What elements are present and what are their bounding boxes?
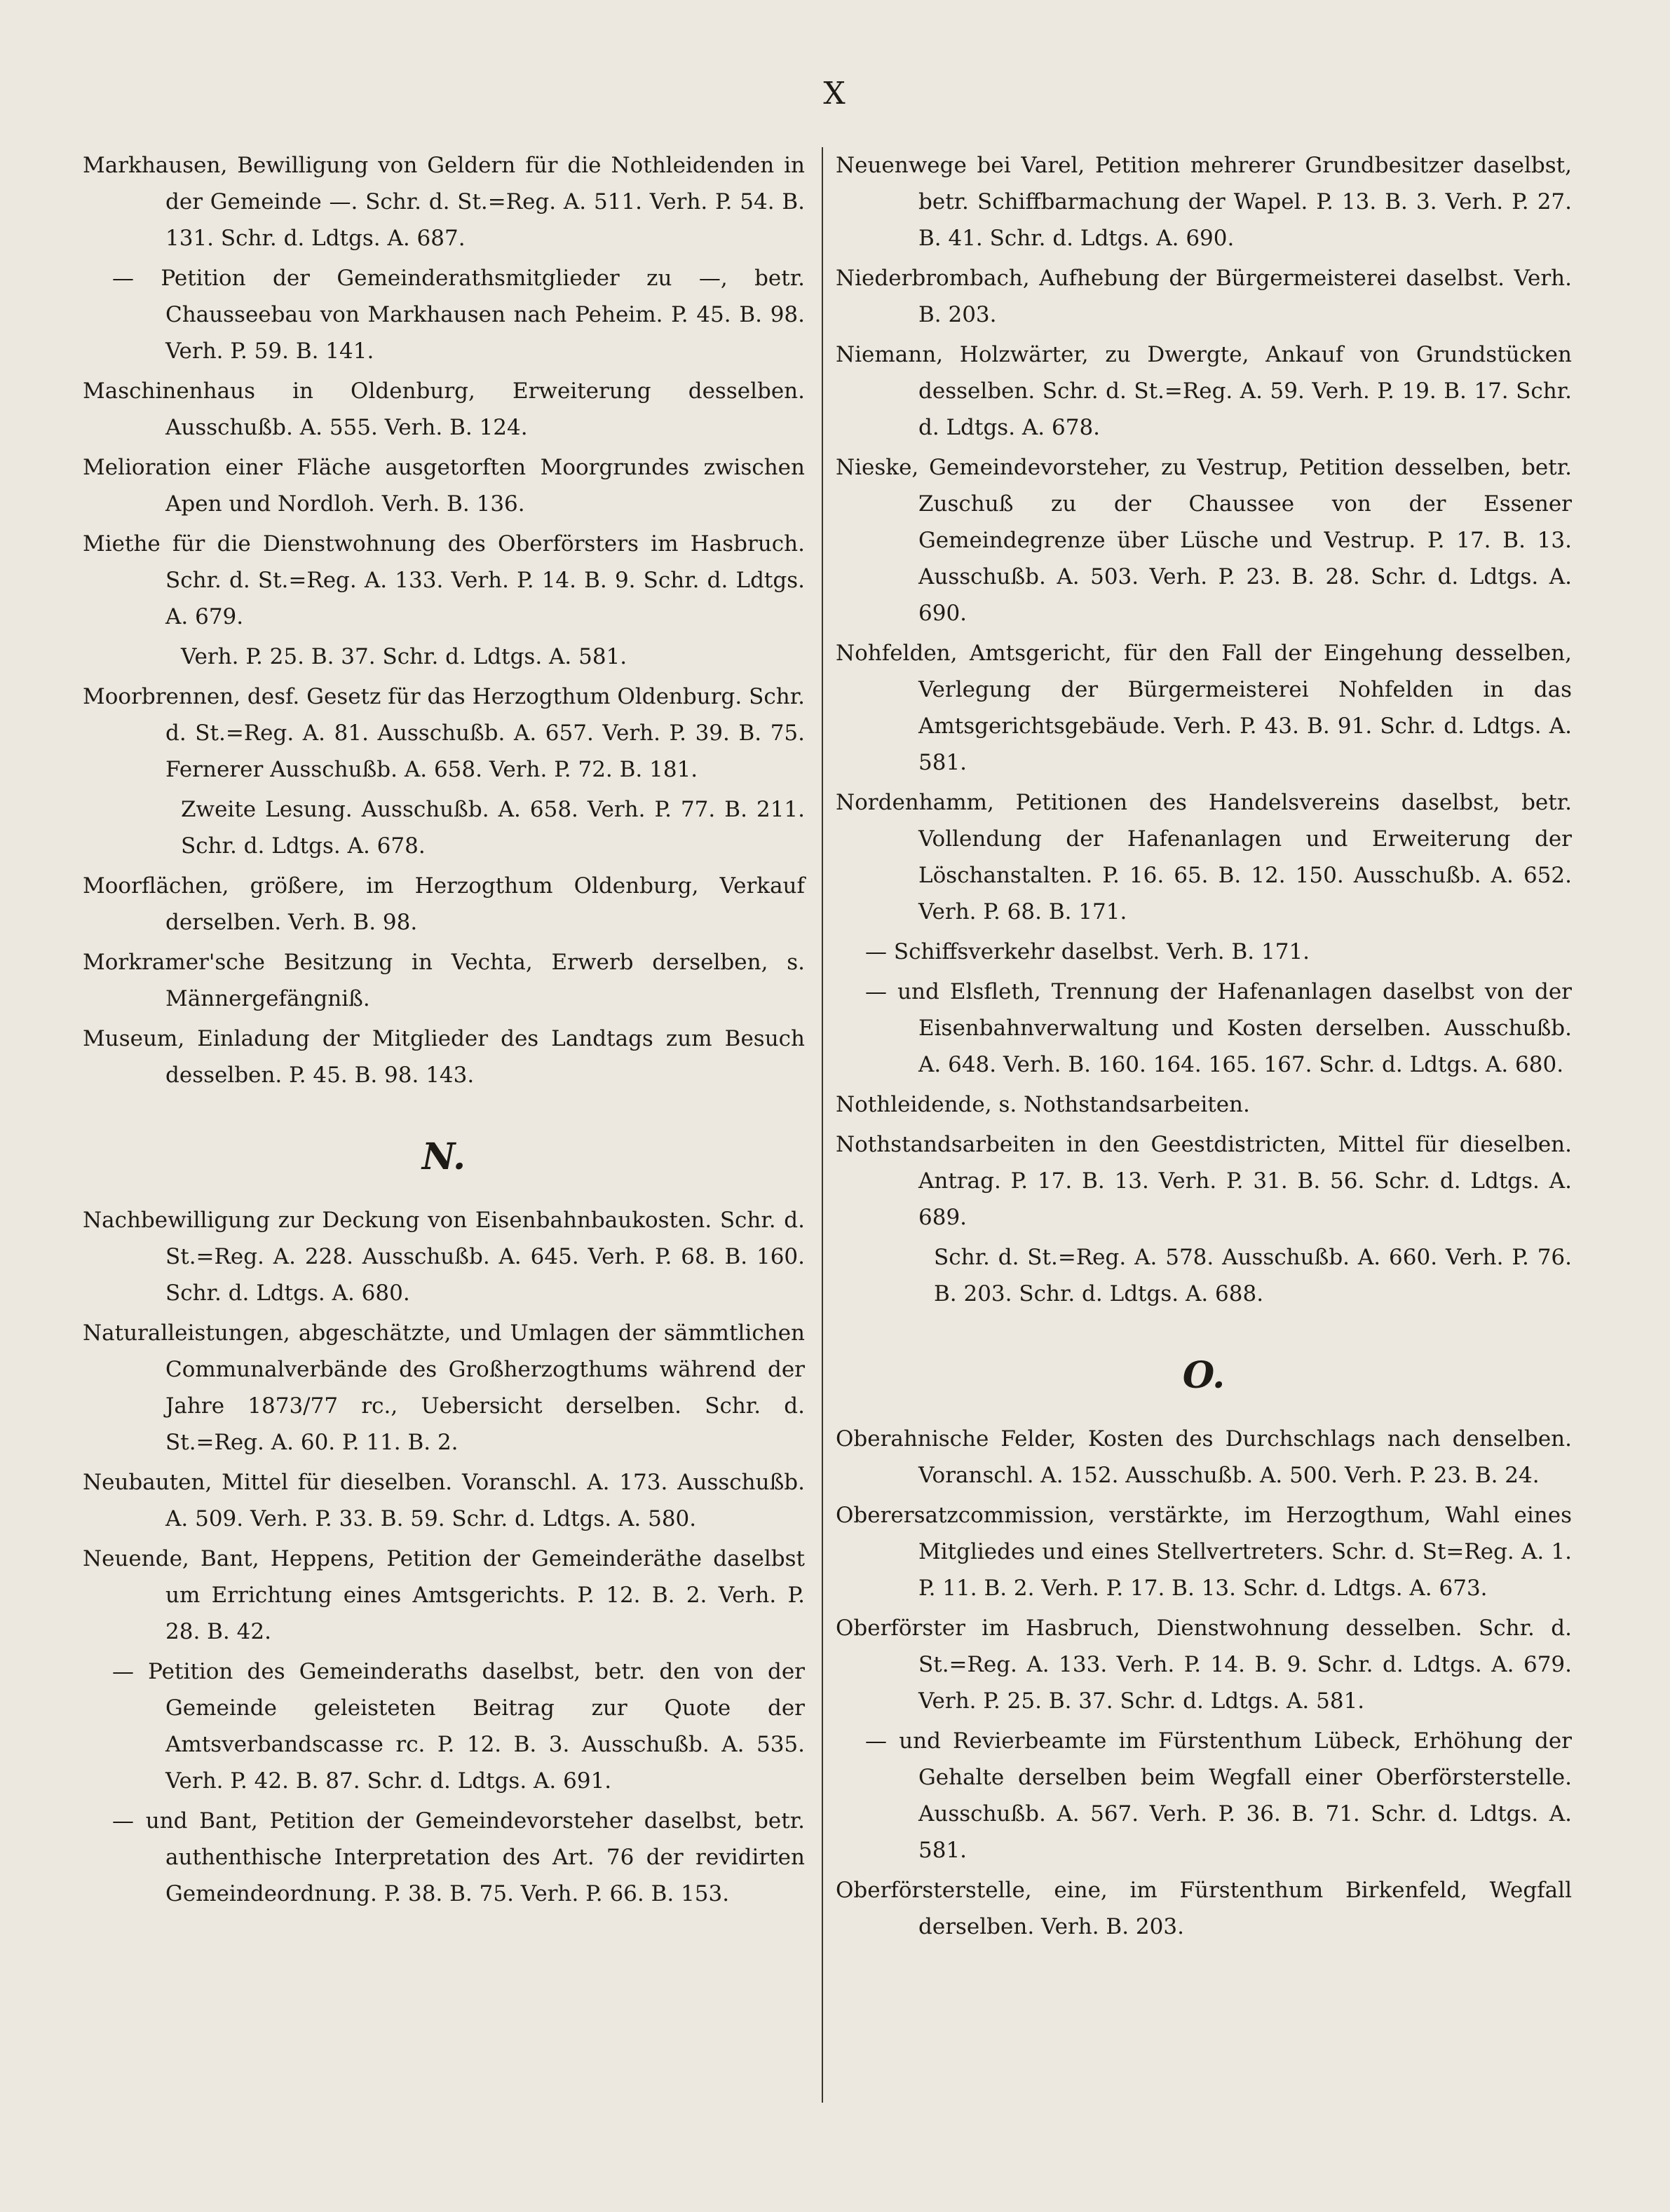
index-entry: Naturalleistungen, abgeschätzte, und Umlagen der sämmtlichen Communalverbände des Großherzogthums während der Jahre 1873/77 rc., Uebersicht derselben. Schr. d. St.=Reg. A. 60. P. 11. B. 2. xyxy=(83,1320,805,1455)
index-entry: Nachbewilligung zur Deckung von Eisenbahnbaukosten. Schr. d. St.=Reg. A. 228. Ausschußb. A. 645. Verh. P. 68. B. 160. Schr. d. Ldtgs. A. 680. xyxy=(83,1208,805,1306)
index-entry: Maschinenhaus in Oldenburg, Erweiterung desselben. Ausschußb. A. 555. Verh. B. 124. xyxy=(83,378,805,440)
column-divider xyxy=(822,147,823,2103)
index-entry: Niemann, Holzwärter, zu Dwergte, Ankauf von Grundstücken desselben. Schr. d. St.=Reg. A. 59. Verh. P. 19. B. 17. Schr. d. Ldtgs. A. 678. xyxy=(836,342,1572,440)
section-heading-o: O. xyxy=(1182,1354,1226,1397)
index-entry: Markhausen, Bewilligung von Geldern für die Nothleidenden in der Gemeinde —. Schr. d. St.=Reg. A. 511. Verh. P. 54. B. 131. Schr. d. Ldtgs. A. 687. xyxy=(83,153,805,251)
index-entry: Melioration einer Fläche ausgetorften Moorgrundes zwischen Apen und Nordloh. Verh. B. 136. xyxy=(83,455,805,517)
left-column xyxy=(83,147,805,1916)
index-entry: Oberersatzcommission, verstärkte, im Herzogthum, Wahl eines Mitgliedes und eines Stellvertreters. Schr. d. St=Reg. A. 1. P. 11. B. 2. Verh. P. 17. B. 13. Schr. d. Ldtgs. A. 673. xyxy=(836,1503,1572,1601)
index-subentry: — und Revierbeamte im Fürstenthum Lübeck, Erhöhung der Gehalte derselben beim Wegfall einer Oberförsterstelle. Ausschußb. A. 567. Verh. P. 36. B. 71. Schr. d. Ldtgs. A. 581. xyxy=(865,1728,1572,1863)
index-entry: Neuenwege bei Varel, Petition mehrerer Grundbesitzer daselbst, betr. Schiffbarmachung der Wapel. P. 13. B. 3. Verh. P. 27. B. 41. Schr. d. Ldtgs. A. 690. xyxy=(836,153,1572,251)
index-subentry: — und Elsfleth, Trennung der Hafenanlagen daselbst von der Eisenbahnverwaltung und Kosten derselben. Ausschußb. A. 648. Verh. B. 160. 164. 165. 167. Schr. d. Ldtgs. A. 680. xyxy=(865,979,1572,1077)
index-entry: Moorflächen, größere, im Herzogthum Oldenburg, Verkauf derselben. Verh. B. 98. xyxy=(83,873,805,935)
index-entry: Oberförsterstelle, eine, im Fürstenthum Birkenfeld, Wegfall derselben. Verh. B. 203. xyxy=(836,1878,1572,1939)
index-subentry: — Petition des Gemeinderaths daselbst, betr. den von der Gemeinde geleisteten Beitrag zur Quote der Amtsverbandscasse rc. P. 12. B. 3. Ausschußb. A. 535. Verh. P. 42. B. 87. Schr. d. Ldtgs. A. 691. xyxy=(112,1659,805,1794)
index-continuation: Zweite Lesung. Ausschußb. A. 658. Verh. P. 77. B. 211. Schr. d. Ldtgs. A. 678. xyxy=(181,797,805,859)
index-entry: Neuende, Bant, Heppens, Petition der Gemeinderäthe daselbst um Errichtung eines Amtsgerichts. P. 12. B. 2. Verh. P. 28. B. 42. xyxy=(83,1546,805,1644)
index-entry: Nothleidende, s. Nothstandsarbeiten. xyxy=(836,1092,1250,1117)
index-entry: Nieske, Gemeindevorsteher, zu Vestrup, Petition desselben, betr. Zuschuß zu der Chaussee von der Essener Gemeindegrenze über Lüsche und Vestrup. P. 17. B. 13. Ausschußb. A. 503. Verh. P. 23. B. 28. Schr. d. Ldtgs. A. 690. xyxy=(836,455,1572,626)
index-subentry: — Petition der Gemeinderathsmitglieder zu —, betr. Chausseebau von Markhausen nach Peheim. P. 45. B. 98. Verh. P. 59. B. 141. xyxy=(112,266,805,364)
right-column xyxy=(836,147,1572,1948)
index-entry: Niederbrombach, Aufhebung der Bürgermeisterei daselbst. Verh. B. 203. xyxy=(836,266,1572,327)
page-number: X xyxy=(823,76,847,111)
index-entry: Miethe für die Dienstwohnung des Oberförsters im Hasbruch. Schr. d. St.=Reg. A. 133. Verh. P. 14. B. 9. Schr. d. Ldtgs. A. 679. xyxy=(83,531,805,629)
index-entry: Morkramer'sche Besitzung in Vechta, Erwerb derselben, s. Männergefängniß. xyxy=(83,950,805,1011)
index-subentry: — und Bant, Petition der Gemeindevorsteher daselbst, betr. authenthische Interpretation des Art. 76 der revidirten Gemeindeordnung. P. 38. B. 75. Verh. P. 66. B. 153. xyxy=(112,1808,805,1906)
index-entry: Nothstandsarbeiten in den Geestdistricten, Mittel für dieselben. Antrag. P. 17. B. 13. Verh. P. 31. B. 56. Schr. d. Ldtgs. A. 689. xyxy=(836,1132,1572,1230)
index-entry: Neubauten, Mittel für dieselben. Voranschl. A. 173. Ausschußb. A. 509. Verh. P. 33. B. 59. Schr. d. Ldtgs. A. 580. xyxy=(83,1470,805,1531)
index-entry: Moorbrennen, desf. Gesetz für das Herzogthum Oldenburg. Schr. d. St.=Reg. A. 81. Ausschußb. A. 657. Verh. P. 39. B. 75. Fernerer Ausschußb. A. 658. Verh. P. 72. B. 181. xyxy=(83,684,805,782)
index-subentry: — Schiffsverkehr daselbst. Verh. B. 171. xyxy=(865,939,1310,964)
index-entry: Nordenhamm, Petitionen des Handelsvereins daselbst, betr. Vollendung der Hafenanlagen und Erweiterung der Löschanstalten. P. 16. 65. B. 12. 150. Ausschußb. A. 652. Verh. P. 68. B. 171. xyxy=(836,790,1572,924)
index-entry: Oberahnische Felder, Kosten des Durchschlags nach denselben. Voranschl. A. 152. Ausschußb. A. 500. Verh. P. 23. B. 24. xyxy=(836,1426,1572,1488)
section-heading-n: N. xyxy=(421,1135,466,1178)
index-entry: Museum, Einladung der Mitglieder des Landtags zum Besuch desselben. P. 45. B. 98. 143. xyxy=(83,1026,805,1088)
index-entry: Nohfelden, Amtsgericht, für den Fall der Eingehung desselben, Verlegung der Bürgermeisterei Nohfelden in das Amtsgerichtsgebäude. Verh. P. 43. B. 91. Schr. d. Ldtgs. A. 581. xyxy=(836,641,1572,775)
index-continuation: Verh. P. 25. B. 37. Schr. d. Ldtgs. A. 581. xyxy=(181,644,627,669)
index-continuation: Schr. d. St.=Reg. A. 578. Ausschußb. A. 660. Verh. P. 76. B. 203. Schr. d. Ldtgs. A. 688. xyxy=(934,1245,1572,1306)
index-entry: Oberförster im Hasbruch, Dienstwohnung desselben. Schr. d. St.=Reg. A. 133. Verh. P. 14. B. 9. Schr. d. Ldtgs. A. 679. Verh. P. 25. B. 37. Schr. d. Ldtgs. A. 581. xyxy=(836,1616,1572,1714)
